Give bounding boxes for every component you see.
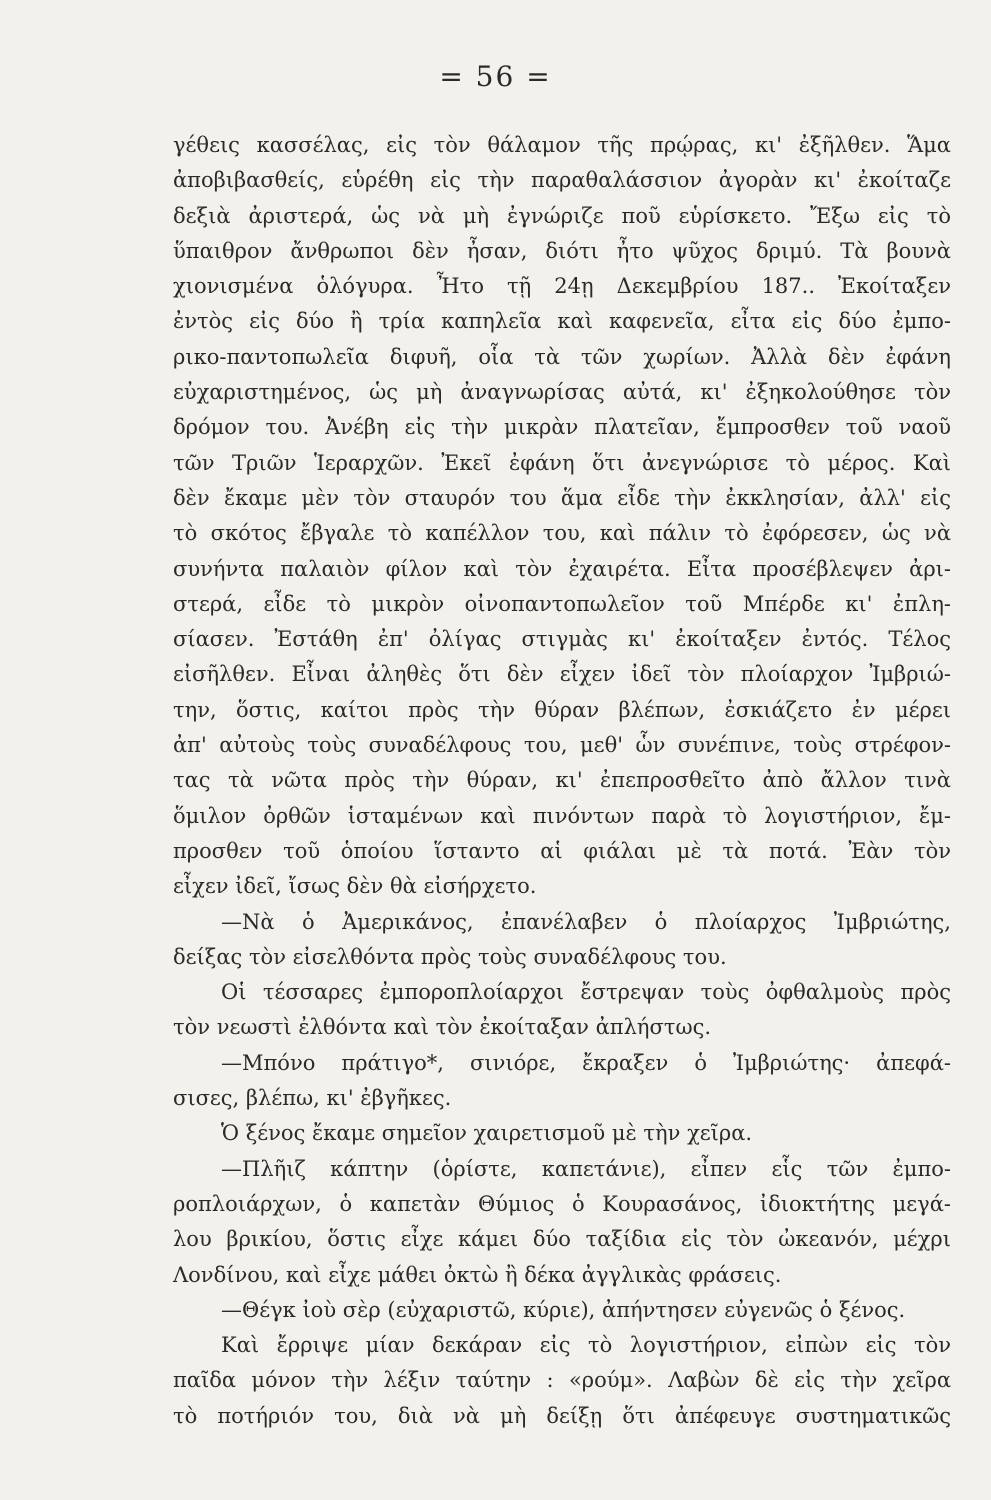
- text-line: ὅμιλον ὀρθῶν ἱσταμένων καὶ πινόντων παρὰ τὸ λογιστήριον, ἔμ-: [173, 803, 951, 828]
- text-line: τας τὰ νῶτα πρὸς τὴν θύραν, κι' ἐπεπροσθεῖτο ἀπὸ ἄλλον τινὰ: [173, 768, 951, 793]
- text-line: —Νὰ ὁ Ἀμερικάνος, ἐπανέλαβεν ὁ πλοίαρχος Ἰμβριώτης,: [221, 909, 951, 934]
- text-line: συνήντα παλαιὸν φίλον καὶ τὸν ἐχαιρέτα. Εἶτα προσέβλεψεν ἀρι-: [173, 556, 951, 581]
- text-line: ἀπ' αὐτοὺς τοὺς συναδέλφους του, μεθ' ὧν συνέπινε, τοὺς στρέφον-: [173, 733, 951, 758]
- text-line: ἐντὸς εἰς δύο ἢ τρία καπηλεῖα καὶ καφενεῖα, εἶτα εἰς δύο ἐμπο-: [173, 309, 951, 334]
- text-line: εὐχαριστημένος, ὡς μὴ ἀναγνωρίσας αὐτά, κι' ἐξηκολούθησε τὸν: [173, 380, 951, 405]
- text-line: τὸν νεωστὶ ἐλθόντα καὶ τὸν ἐκοίταξαν ἀπλήστως.: [173, 1015, 712, 1040]
- text-line: γέθεις κασσέλας, εἰς τὸν θάλαμον τῆς πρῴρας, κι' ἐξῆλθεν. Ἅμα: [173, 133, 951, 157]
- text-line: τὸ σκότος ἔβγαλε τὸ καπέλλον του, καὶ πάλιν τὸ ἐφόρεσεν, ὡς νὰ: [173, 521, 951, 546]
- page-number: = 56 =: [439, 60, 552, 93]
- text-line: ρικο-παντοπωλεῖα διφυῆ, οἷα τὰ τῶν χωρίων. Ἀλλὰ δὲν ἐφάνη: [173, 344, 951, 369]
- text-line: —Θέγκ ἰοὺ σὲρ (εὐχαριστῶ, κύριε), ἀπήντησεν εὐγενῶς ὁ ξένος.: [221, 1297, 906, 1322]
- text-line: δρόμον του. Ἀνέβη εἰς τὴν μικρὰν πλατεῖαν, ἔμπροσθεν τοῦ ναοῦ: [173, 415, 951, 440]
- text-line: εἰσῆλθεν. Εἶναι ἀληθὲς ὅτι δὲν εἶχεν ἰδεῖ τὸν πλοίαρχον Ἰμβριώ-: [173, 662, 951, 687]
- text-line: τὸ ποτήριόν του, διὰ νὰ μὴ δείξῃ ὅτι ἀπέφευγε συστηματικῶς: [173, 1403, 951, 1428]
- body-text: [173, 128, 951, 1434]
- text-line: ροπλοιάρχων, ὁ καπετὰν Θύμιος ὁ Κουρασάνος, ἰδιοκτήτης μεγά-: [173, 1191, 951, 1216]
- text-line: σισες, βλέπω, κι' ἐβγῆκες.: [173, 1086, 452, 1111]
- text-line: δείξας τὸν εἰσελθόντα πρὸς τοὺς συναδέλφους του.: [173, 944, 727, 969]
- text-line: Οἱ τέσσαρες ἐμποροπλοίαρχοι ἔστρεψαν τοὺς ὀφθαλμοὺς πρὸς: [221, 980, 951, 1005]
- text-line: Λονδίνου, καὶ εἶχε μάθει ὀκτὼ ἢ δέκα ἀγγλικὰς φράσεις.: [173, 1262, 782, 1287]
- text-line: εἶχεν ἰδεῖ, ἴσως δὲν θὰ εἰσήρχετο.: [173, 874, 537, 899]
- text-line: χιονισμένα ὁλόγυρα. Ἦτο τῇ 24ῃ Δεκεμβρίου 187.. Ἐκοίταξεν: [173, 274, 951, 299]
- text-line: ὕπαιθρον ἄνθρωποι δὲν ἦσαν, διότι ἦτο ψῦχος δριμύ. Τὰ βουνὰ: [173, 238, 951, 263]
- text-line: δὲν ἔκαμε μὲν τὸν σταυρόν του ἅμα εἶδε τὴν ἐκκλησίαν, ἀλλ' εἰς: [173, 485, 951, 510]
- text-line: λου βρικίου, ὅστις εἶχε κάμει δύο ταξίδια εἰς τὸν ὠκεανόν, μέχρι: [173, 1227, 951, 1252]
- text-line: δεξιὰ ἀριστερά, ὡς νὰ μὴ ἐγνώριζε ποῦ εὑρίσκετο. Ἔξω εἰς τὸ: [173, 203, 951, 228]
- text-line: τῶν Τριῶν Ἱεραρχῶν. Ἐκεῖ ἐφάνη ὅτι ἀνεγνώρισε τὸ μέρος. Καὶ: [173, 450, 951, 475]
- text-line: προσθεν τοῦ ὁποίου ἵσταντο αἱ φιάλαι μὲ τὰ ποτά. Ἐὰν τὸν: [173, 838, 951, 863]
- text-line: —Μπόνο πράτιγο*, σινιόρε, ἔκραξεν ὁ Ἰμβριώτης· ἀπεφά-: [221, 1050, 951, 1075]
- text-line: στερά, εἶδε τὸ μικρὸν οἰνοπαντοπωλεῖον τοῦ Μπέρδε κι' ἐπλη-: [173, 591, 951, 616]
- text-line: σίασεν. Ἐστάθη ἐπ' ὀλίγας στιγμὰς κι' ἐκοίταξεν ἐντός. Τέλος: [173, 627, 951, 652]
- text-line: Καὶ ἔρριψε μίαν δεκάραν εἰς τὸ λογιστήριον, εἰπὼν εἰς τὸν: [221, 1333, 951, 1358]
- text-line: Ὁ ξένος ἔκαμε σημεῖον χαιρετισμοῦ μὲ τὴν χεῖρα.: [221, 1121, 753, 1146]
- text-line: —Πλῆιζ κάπτην (ὁρίστε, καπετάνιε), εἶπεν εἷς τῶν ἐμπο-: [221, 1156, 951, 1181]
- text-line: ἀποβιβασθείς, εὑρέθη εἰς τὴν παραθαλάσσιον ἀγορὰν κι' ἐκοίταζε: [173, 168, 951, 193]
- text-line: την, ὅστις, καίτοι πρὸς τὴν θύραν βλέπων, ἐσκιάζετο ἐν μέρει: [173, 697, 951, 722]
- text-line: παῖδα μόνον τὴν λέξιν ταύτην : «ρούμ». Λαβὼν δὲ εἰς τὴν χεῖρα: [173, 1368, 951, 1393]
